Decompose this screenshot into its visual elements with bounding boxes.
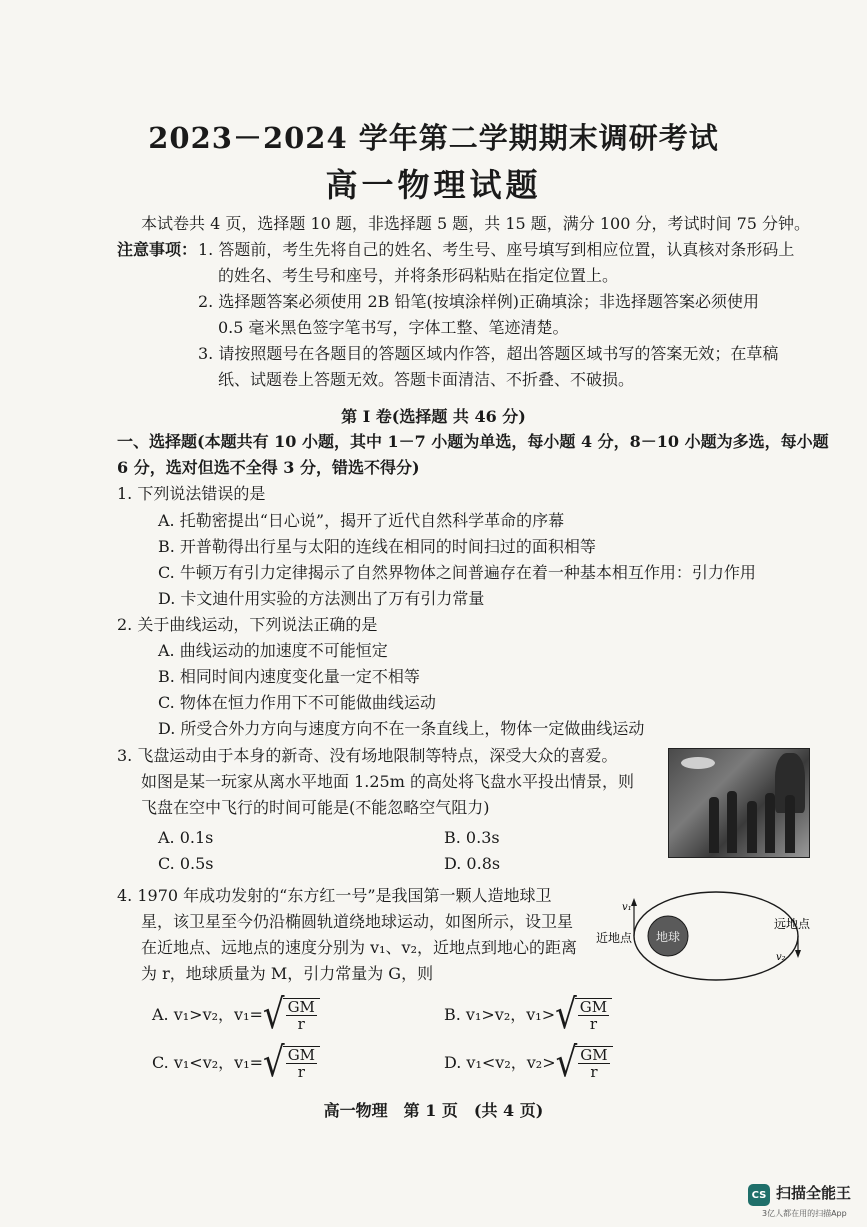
v1-label: v₁ [622, 902, 632, 913]
earth-label: 地球 [655, 930, 681, 944]
near-point-label: 近地点 [596, 931, 633, 945]
camscanner-app-name: 扫描全能王 [776, 1184, 852, 1202]
sqrt-expression: √ $\frac{GM}{r}$ [556, 1046, 613, 1080]
question-2-option: C. 物体在恒力作用下不可能做曲线运动 [158, 693, 436, 712]
v2-label: v₂ [776, 952, 786, 963]
question-3-option: A. 0.1s [158, 828, 214, 847]
question-1-option: D. 卡文迪什用实验的方法测出了万有引力常量 [158, 589, 485, 608]
sqrt-numerator: GM [287, 1046, 316, 1064]
exam-title: 2023－2024 学年第二学期期末调研考试 [148, 121, 719, 155]
sqrt-denominator: r [297, 1063, 305, 1081]
option-prefix: C. v₁<v₂，v₁= [152, 1053, 264, 1072]
sqrt-expression: √ $\frac{GM}{r}$ [263, 1046, 320, 1080]
part-instructions: 6 分，选对但选不全得 3 分，错选不得分) [117, 458, 420, 477]
sqrt-denominator: r [589, 1015, 598, 1033]
question-3-option: D. 0.8s [444, 854, 501, 873]
section-title: 第 Ⅰ 卷(选择题 共 46 分) [341, 407, 526, 426]
option-prefix: A. v₁>v₂，v₁= [152, 1005, 263, 1024]
question-3-option: B. 0.3s [444, 828, 500, 847]
question-4-stem: 4. 1970 年成功发射的“东方红一号”是我国第一颗人造地球卫 [117, 886, 552, 905]
question-3-stem: 3. 飞盘运动由于本身的新奇、没有场地限制等特点，深受大众的喜爱。 [117, 746, 618, 765]
sqrt-denominator: r [590, 1063, 598, 1081]
sqrt-expression: √ $\frac{GM}{r}$ [555, 998, 612, 1032]
question-2-stem: 2. 关于曲线运动，下列说法正确的是 [117, 615, 378, 634]
question-3-stem: 飞盘在空中飞行的时间可能是(不能忽略空气阻力) [141, 798, 490, 817]
notice-line: 0.5 毫米黑色签字笔书写，字体工整、笔迹清楚。 [218, 318, 569, 337]
photo-person [747, 801, 757, 853]
option-prefix: D. v₁<v₂，v₂> [444, 1053, 556, 1072]
notice-line: 3. 请按照题号在各题目的答题区域内作答，超出答题区域书写的答案无效；在草稿 [198, 344, 779, 363]
question-4-option-a [152, 991, 320, 1039]
question-1-option: A. 托勒密提出“日心说”，揭开了近代自然科学革命的序幕 [158, 511, 565, 530]
question-4-stem: 为 r，地球质量为 M，引力常量为 G，则 [141, 964, 434, 983]
page-footer: 高一物理 第 1 页 (共 4 页) [323, 1101, 544, 1120]
sqrt-numerator: GM [287, 998, 315, 1016]
sqrt-numerator: GM [580, 1046, 608, 1064]
exam-subtitle: 高一物理试题 [325, 166, 542, 204]
sqrt-numerator: GM [579, 998, 608, 1016]
question-1-option: B. 开普勒得出行星与太阳的连线在相同的时间扫过的面积相等 [158, 537, 596, 556]
question-2-option: D. 所受合外力方向与速度方向不在一条直线上，物体一定做曲线运动 [158, 719, 645, 738]
question-3-stem: 如图是某一玩家从离水平地面 1.25m 的高处将飞盘水平投出情景，则 [141, 772, 634, 791]
question-2-option: B. 相同时间内速度变化量一定不相等 [158, 667, 420, 686]
question-4-stem: 在近地点、远地点的速度分别为 v₁、v₂，近地点到地心的距离 [141, 938, 577, 957]
photo-person [709, 797, 719, 853]
sqrt-expression: √ $\frac{GM}{r}$ [263, 998, 320, 1032]
orbit-diagram [596, 888, 822, 988]
part-instructions: 一、选择题(本题共有 10 小题，其中 1－7 小题为单选，每小题 4 分，8－10 小题为多选，每小题 [117, 432, 829, 451]
notice-line: 2. 选择题答案必须使用 2B 铅笔(按填涂样例)正确填涂；非选择题答案必须使用 [198, 292, 759, 311]
exam-intro: 本试卷共 4 页，选择题 10 题，非选择题 5 题，共 15 题，满分 100 分，考试时间 75 分钟。 [141, 214, 811, 233]
camscanner-logo-icon: CS [748, 1184, 770, 1206]
v2-arrowhead [795, 950, 801, 958]
notice-label: 注意事项： [117, 240, 198, 259]
question-4-option-c [152, 1039, 320, 1087]
question-2-option: A. 曲线运动的加速度不可能恒定 [158, 641, 388, 660]
notice-line: 1. 答题前，考生先将自己的姓名、考生号、座号填写到相应位置，认真核对条形码上 [198, 240, 795, 259]
v1-arrowhead [631, 898, 637, 906]
frisbee-photo [668, 748, 810, 858]
question-1-option: C. 牛顿万有引力定律揭示了自然界物体之间普遍存在着一种基本相互作用：引力作用 [158, 563, 756, 582]
option-prefix: B. v₁>v₂，v₁> [444, 1005, 556, 1024]
photo-person [765, 793, 775, 853]
photo-person [727, 791, 737, 853]
notice-line: 的姓名、考生号和座号，并将条形码粘贴在指定位置上。 [218, 266, 619, 285]
question-4-stem: 星，该卫星至今仍沿椭圆轨道绕地球运动，如图所示，设卫星 [141, 912, 574, 931]
question-4-option-b [444, 991, 612, 1039]
frisbee-disc [681, 757, 715, 769]
sqrt-denominator: r [297, 1015, 305, 1033]
question-4-option-d [444, 1039, 613, 1087]
question-1-stem: 1. 下列说法错误的是 [117, 484, 266, 503]
question-3-option: C. 0.5s [158, 854, 214, 873]
far-point-label: 远地点 [774, 917, 811, 931]
camscanner-tagline: 3亿人都在用的扫描App [762, 1209, 847, 1218]
notice-line: 纸、试题卷上答题无效。答题卡面清洁、不折叠、不破损。 [218, 370, 635, 389]
photo-person [785, 795, 795, 853]
